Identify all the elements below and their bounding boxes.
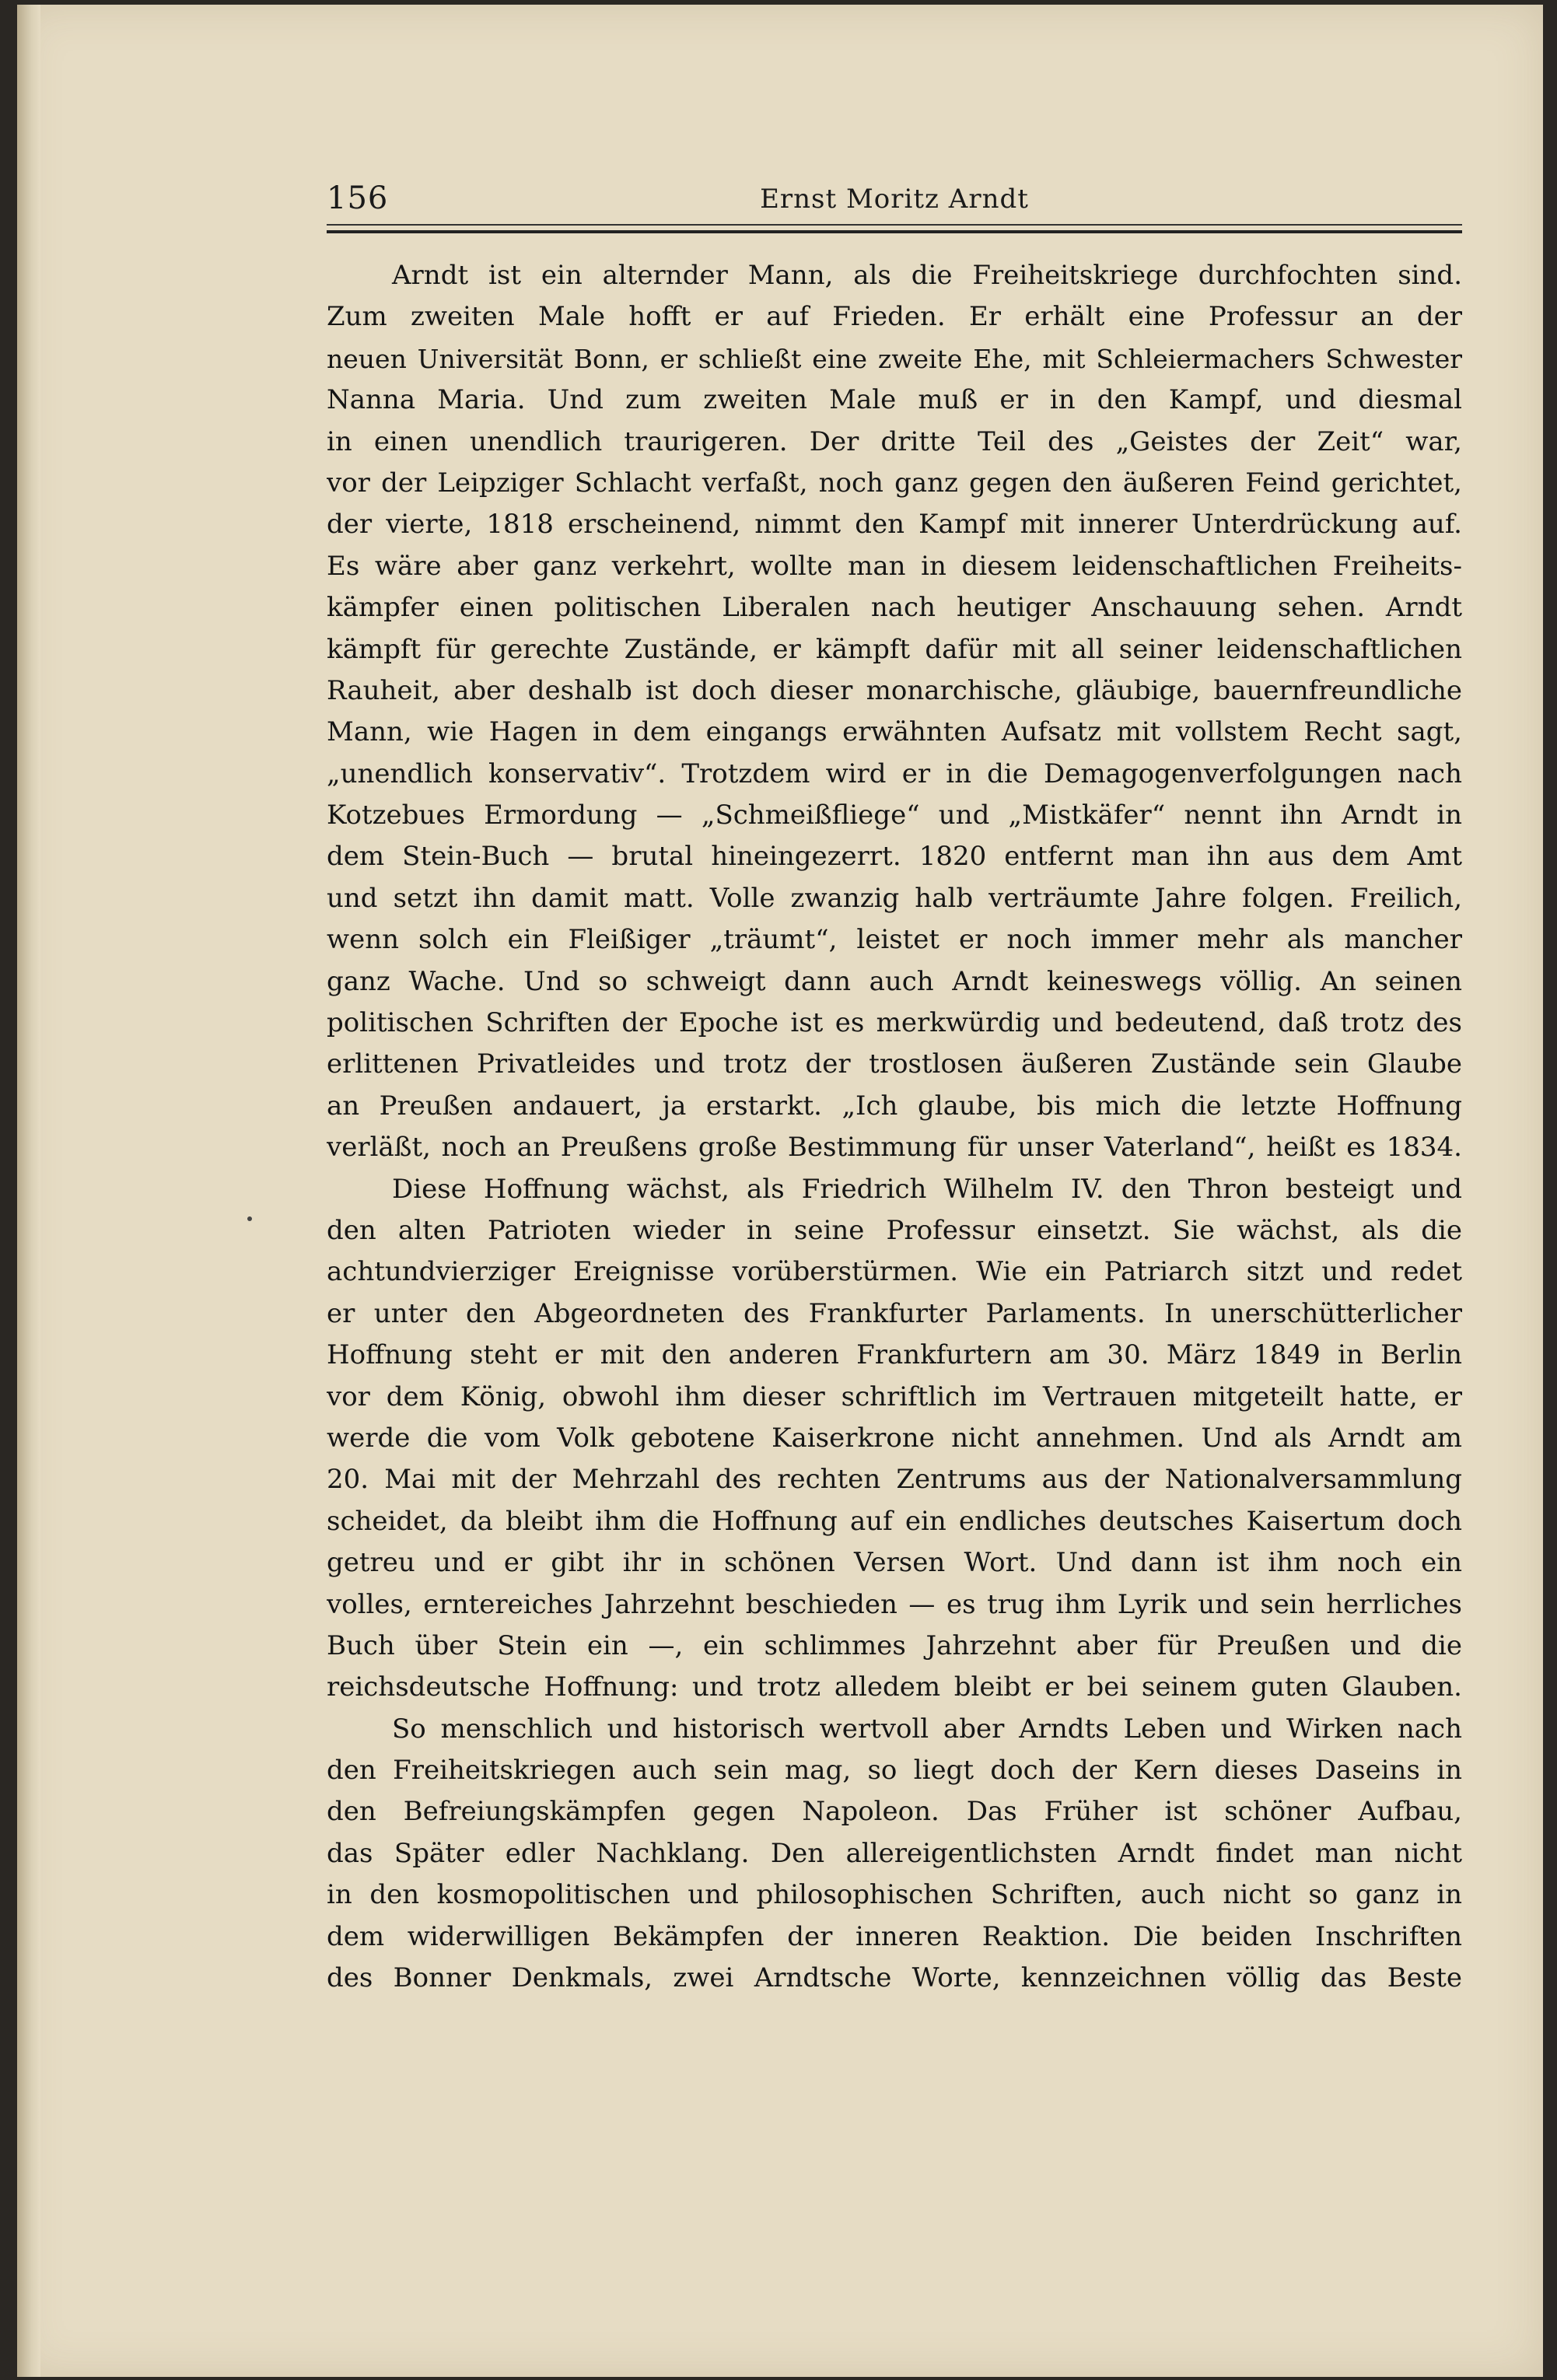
- page-number: 156: [327, 180, 389, 216]
- page-gutter-edge: [17, 5, 40, 2377]
- text-line: Diese Hoffnung wächst, als Friedrich Wilhelm IV. den Thron besteigt und: [392, 1173, 1462, 1205]
- paragraph-3: [327, 1709, 1462, 2000]
- text-line: den alten Patrioten wieder in seine Professur einsetzt. Sie wächst, als die: [327, 1214, 1462, 1246]
- text-line: werde die vom Volk gebotene Kaiserkrone nicht annehmen. Und als Arndt am: [327, 1422, 1462, 1454]
- text-line: 20. Mai mit der Mehrzahl des rechten Zentrums aus der Nationalversammlung: [327, 1464, 1462, 1496]
- text-line: dem widerwilligen Bekämpfen der inneren Reaktion. Die beiden Inschriften: [327, 1920, 1462, 1952]
- text-line: volles, erntereiches Jahrzehnt beschieden — es trug ihm Lyrik und sein herrliches: [327, 1588, 1462, 1620]
- text-line: reichsdeutsche Hoffnung: und trotz alledem bleibt er bei seinem guten Glauben.: [327, 1671, 1462, 1703]
- text-line: Rauheit, aber deshalb ist doch dieser monarchische, gläubige, bauernfreundliche: [327, 674, 1462, 706]
- text-line: Es wäre aber ganz verkehrt, wollte man in diesem leidenschaftlichen Freiheits-: [327, 550, 1462, 582]
- text-line: Mann, wie Hagen in dem eingangs erwähnten Aufsatz mit vollstem Recht sagt,: [327, 716, 1462, 748]
- text-line: kämpfer einen politischen Liberalen nach heutiger Anschauung sehen. Arndt: [327, 592, 1462, 624]
- text-line: den Freiheitskriegen auch sein mag, so liegt doch der Kern dieses Daseins in: [327, 1755, 1462, 1787]
- text-line: den Befreiungskämpfen gegen Napoleon. Das Früher ist schöner Aufbau,: [327, 1796, 1462, 1828]
- margin-mark: [247, 1216, 252, 1221]
- text-line: Arndt ist ein alternder Mann, als die Freiheitskriege durchfochten sind.: [392, 260, 1462, 291]
- running-title: Ernst Moritz Arndt: [760, 184, 1029, 215]
- body-text: [327, 255, 1462, 1999]
- text-line: kämpft für gerechte Zustände, er kämpft dafür mit all seiner leidenschaftlichen: [327, 633, 1462, 665]
- text-line: er unter den Abgeordneten des Frankfurter Parlaments. In unerschütterlicher: [327, 1297, 1462, 1329]
- text-line: des Bonner Denkmals, zwei Arndtsche Worte, kennzeichnen völlig das Beste: [327, 1962, 1462, 1994]
- header-rule-thick: [327, 230, 1462, 233]
- text-line: in den kosmopolitischen und philosophischen Schriften, auch nicht so ganz in: [327, 1879, 1462, 1911]
- text-line: erlittenen Privatleides und trotz der trostlosen äußeren Zustände sein Glaube: [327, 1048, 1462, 1080]
- text-line: verläßt, noch an Preußens große Bestimmung für unser Vaterland“, heißt es 1834.: [327, 1132, 1462, 1164]
- text-line: dem Stein-Buch — brutal hineingezerrt. 1820 entfernt man ihn aus dem Amt: [327, 841, 1462, 873]
- text-line: „unendlich konservativ“. Trotzdem wird er in die Demagogenverfolgungen nach: [327, 758, 1462, 789]
- text-line: ganz Wache. Und so schweigt dann auch Arndt keineswegs völlig. An seinen: [327, 965, 1462, 997]
- text-line: So menschlich und historisch wertvoll aber Arndts Leben und Wirken nach: [392, 1713, 1462, 1745]
- text-line: der vierte, 1818 erscheinend, nimmt den Kampf mit innerer Unterdrückung auf.: [327, 509, 1462, 541]
- text-line: das Später edler Nachklang. Den allereigentlichsten Arndt findet man nicht: [327, 1837, 1462, 1869]
- text-line: vor dem König, obwohl ihm dieser schriftlich im Vertrauen mitgeteilt hatte, er: [327, 1381, 1462, 1412]
- text-line: Nanna Maria. Und zum zweiten Male muß er in den Kampf, und diesmal: [327, 384, 1462, 416]
- text-line: Hoffnung steht er mit den anderen Frankfurtern am 30. März 1849 in Berlin: [327, 1339, 1462, 1371]
- text-line: in einen unendlich traurigeren. Der dritte Teil des „Geistes der Zeit“ war,: [327, 425, 1462, 457]
- paragraph-2: [327, 1169, 1462, 1709]
- text-line: Kotzebues Ermordung — „Schmeißfliege“ und „Mistkäfer“ nennt ihn Arndt in: [327, 800, 1462, 831]
- text-line: scheidet, da bleibt ihm die Hoffnung auf ein endliches deutsches Kaisertum doch: [327, 1505, 1462, 1537]
- paragraph-1: [327, 255, 1462, 1169]
- text-line: getreu und er gibt ihr in schönen Versen Wort. Und dann ist ihm noch ein: [327, 1547, 1462, 1579]
- text-line: Buch über Stein ein —, ein schlimmes Jahrzehnt aber für Preußen und die: [327, 1629, 1462, 1661]
- text-line: neuen Universität Bonn, er schließt eine zweite Ehe, mit Schleiermachers Schwester: [327, 343, 1462, 374]
- text-line: wenn solch ein Fleißiger „träumt“, leistet er noch immer mehr als mancher: [327, 924, 1462, 956]
- text-line: Zum zweiten Male hofft er auf Frieden. Er erhält eine Professur an der: [327, 301, 1462, 333]
- header-rule-thin: [327, 224, 1462, 226]
- text-line: und setzt ihn damit matt. Volle zwanzig halb verträumte Jahre folgen. Freilich,: [327, 882, 1462, 914]
- page-header: [327, 180, 1462, 227]
- text-line: vor der Leipziger Schlacht verfaßt, noch ganz gegen den äußeren Feind gerichtet,: [327, 467, 1462, 499]
- text-line: achtundvierziger Ereignisse vorüberstürmen. Wie ein Patriarch sitzt und redet: [327, 1256, 1462, 1288]
- text-line: an Preußen andauert, ja erstarkt. „Ich glaube, bis mich die letzte Hoffnung: [327, 1090, 1462, 1122]
- text-line: politischen Schriften der Epoche ist es merkwürdig und bedeutend, daß trotz des: [327, 1007, 1462, 1039]
